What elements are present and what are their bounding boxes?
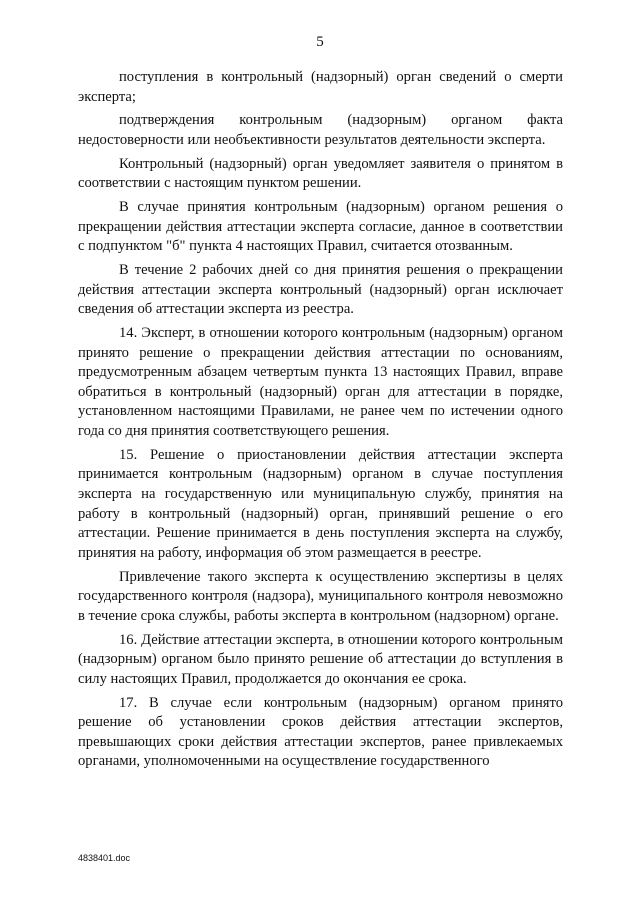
paragraph: поступления в контрольный (надзорный) орган сведений о смерти эксперта; (78, 69, 563, 105)
paragraph: В случае принятия контрольным (надзорным) органом решения о прекращении действия аттестации эксперта согласие, данное в соответствии с подпунктом "б" пункта 4 настоящих Правил, считается отозванным. (78, 199, 563, 255)
page-number: 5 (316, 34, 324, 50)
file-name-footer: 4838401.doc (78, 853, 131, 863)
document-body (78, 68, 563, 776)
paragraph: В течение 2 рабочих дней со дня принятия решения о прекращении действия аттестации эксперта контрольный (надзорный) орган исключает сведения об аттестации эксперта из реестра. (78, 262, 563, 318)
paragraph-item-15: 15. Решение о приостановлении действия аттестации эксперта принимается контрольным (надзорным) органом в случае поступления эксперта на государственную или муниципальную службу, принятия на работу в контрольный (надзорный) орган, принявший решение о его аттестации. Решение принимается в день поступления эксперта на службу, принятия на работу, информация об этом размещается в реестре. (78, 446, 563, 561)
paragraph: Привлечение такого эксперта к осуществлению экспертизы в целях государственного контроля (надзора), муниципального контроля невозможно в течение срока службы, работы эксперта в контрольном (надзорном) органе. (78, 568, 563, 624)
paragraph: Контрольный (надзорный) орган уведомляет заявителя о принятом в соответствии с настоящим пунктом решении. (78, 155, 563, 192)
paragraph-item-17: 17. В случае если контрольным (надзорным) органом принято решение об установлении сроков действия аттестации экспертов, превышающих сроки действия аттестации экспертов, ранее привлекаемых органами, уполномоченными на осуществление государственного (78, 694, 563, 770)
paragraph: подтверждения контрольным (надзорным) органом факта недостоверности или необъективности результатов деятельности эксперта. (78, 112, 563, 148)
paragraph-item-16: 16. Действие аттестации эксперта, в отношении которого контрольным (надзорным) органом было принято решение об аттестации до вступления в силу настоящих Правил, продолжается до окончания ее срока. (78, 631, 563, 687)
paragraph-item-14: 14. Эксперт, в отношении которого контрольным (надзорным) органом принято решение о прекращении действия аттестации по основаниям, предусмотренным абзацем четвертым пункта 13 настоящих Правил, вправе обратиться в контрольный (надзорный) орган для аттестации в порядке, установленном настоящими Правилами, не ранее чем по истечении одного года со дня принятия соответствующего решения. (78, 325, 563, 440)
